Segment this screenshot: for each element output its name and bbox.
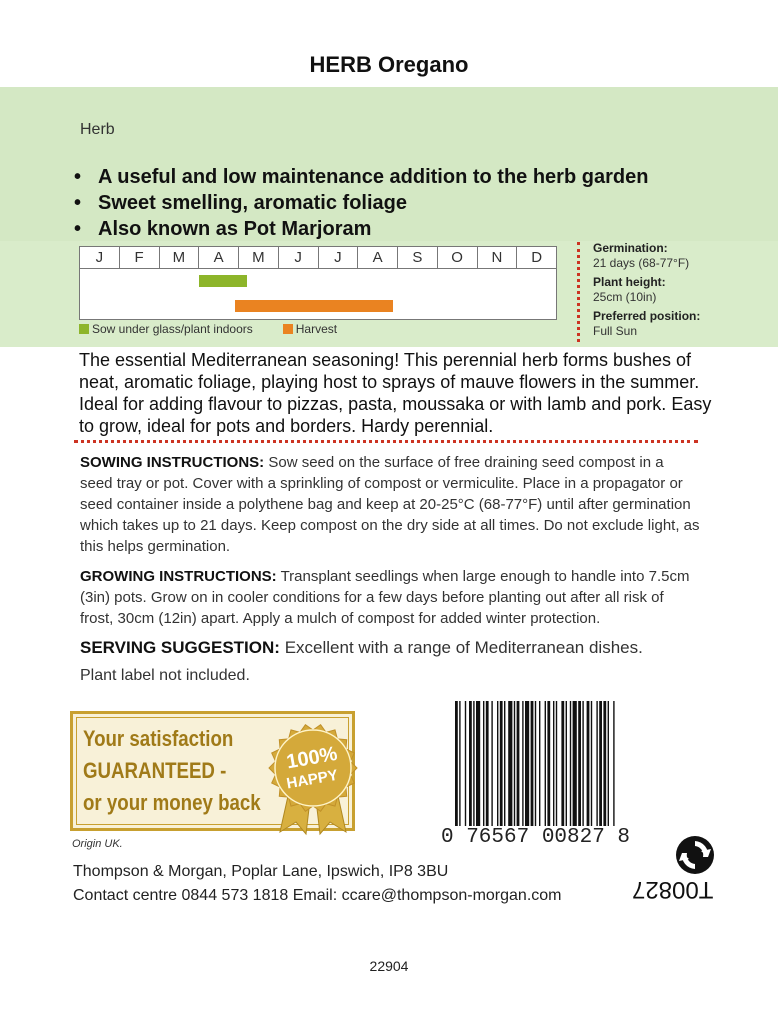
barcode-bar xyxy=(556,701,557,826)
guarantee-line-1: Your satisfaction xyxy=(83,726,234,751)
barcode-bar xyxy=(497,701,498,826)
month-label: A xyxy=(198,247,238,268)
legend-sow xyxy=(79,322,253,336)
calendar-legend xyxy=(79,322,367,336)
legend-harvest-label: Harvest xyxy=(295,322,338,336)
month-label: M xyxy=(159,247,199,268)
month-label: F xyxy=(119,247,159,268)
growing-instructions xyxy=(80,566,700,629)
barcode-bar xyxy=(508,701,512,826)
sowing-instructions xyxy=(80,452,700,557)
barcode-bar xyxy=(603,701,606,826)
barcode-bar xyxy=(587,701,590,826)
harvest-swatch xyxy=(283,324,293,334)
position-label: Preferred position: xyxy=(593,309,701,323)
bullet-item xyxy=(74,190,648,216)
barcode-icon xyxy=(445,701,665,826)
barcode-bar xyxy=(591,701,592,826)
barcode-bar xyxy=(578,701,581,826)
guarantee-line-2: GUARANTEED - xyxy=(83,758,227,783)
month-label: O xyxy=(437,247,477,268)
serving-suggestion xyxy=(80,637,700,658)
barcode-bar xyxy=(491,701,492,826)
barcode-bar xyxy=(473,701,474,826)
barcode-bar xyxy=(608,701,609,826)
sowing-heading: SOWING INSTRUCTIONS: xyxy=(80,454,265,471)
barcode-bar xyxy=(573,701,577,826)
guarantee-line-3: or your money back xyxy=(83,790,261,815)
dotted-divider-horizontal xyxy=(74,440,698,443)
barcode-bar xyxy=(561,701,564,826)
seal-happy: HAPPY xyxy=(285,766,340,793)
month-label: D xyxy=(516,247,556,268)
barcode-bar xyxy=(459,701,460,826)
height-label: Plant height: xyxy=(593,275,666,289)
serving-heading: SERVING SUGGESTION: xyxy=(80,638,280,657)
serving-text: Excellent with a range of Mediterranean dishes. xyxy=(284,638,643,657)
product-code: T00827 xyxy=(632,876,714,903)
germination-label: Germination: xyxy=(593,241,668,255)
sowing-text: Sow seed on the surface of free draining seed compost in a seed tray or pot. Cover with a sprinkling of compost or vermiculite. Place in a propagator or seed container inside a polythene bag and keep at 20-25°C (68-77°F) until after germination which takes up to 21 days. Keep compost on the dry side at all times. Do not exclude light, as this helps germination. xyxy=(80,454,700,555)
month-label: J xyxy=(95,249,104,266)
barcode-bar xyxy=(483,701,484,826)
barcode-bar xyxy=(504,701,505,826)
growing-heading: GROWING INSTRUCTIONS: xyxy=(80,568,277,585)
label-note: Plant label not included. xyxy=(80,667,250,684)
barcode-bar xyxy=(570,701,571,826)
barcode-bar xyxy=(455,701,458,826)
bullet-text: A useful and low maintenance addition to the herb garden xyxy=(98,166,649,188)
contact-line: Contact centre 0844 573 1818 Email: ccare@thompson-morgan.com xyxy=(73,887,562,904)
germination-value: 21 days (68-77°F) xyxy=(593,256,690,270)
sowing-calendar xyxy=(79,246,557,320)
bullet-dot: • xyxy=(74,218,82,240)
month-label: J xyxy=(318,247,358,268)
height-value: 25cm (10in) xyxy=(593,290,657,304)
bullet-text: Also known as Pot Marjoram xyxy=(98,218,372,240)
legend-harvest xyxy=(283,322,337,336)
seal-percent: 100% xyxy=(284,742,340,774)
legend-sow-label: Sow under glass/plant indoors xyxy=(92,322,253,336)
page-title: HERB Oregano xyxy=(309,52,469,77)
sow-swatch xyxy=(79,324,89,334)
barcode-bar xyxy=(522,701,523,826)
sow-period-bar xyxy=(199,275,247,287)
barcode-bar xyxy=(476,701,480,826)
recycle-icon xyxy=(675,835,715,875)
origin-label: Origin UK. xyxy=(72,838,123,850)
bullet-dot: • xyxy=(74,166,82,188)
calendar-months xyxy=(80,247,556,269)
barcode-bar xyxy=(517,701,520,826)
product-description: The essential Mediterranean seasoning! This perennial herb forms bushes of neat, aromatic foliage, playing host to sprays of mauve flowers in the summer. Ideal for adding flavour to pizzas, pasta, moussaka or with lamb and pork. Easy to grow, ideal for pots and borders. Hardy perennial. xyxy=(79,350,712,436)
happy-seal-icon xyxy=(258,716,368,836)
company-contact xyxy=(73,860,562,908)
month-label: N xyxy=(477,247,517,268)
bullet-dot: • xyxy=(74,192,82,214)
barcode-bar xyxy=(500,701,503,826)
barcode-bar xyxy=(486,701,489,826)
bullet-item xyxy=(74,164,648,190)
feature-bullets xyxy=(74,164,648,242)
barcode-bar xyxy=(566,701,567,826)
month-label: S xyxy=(397,247,437,268)
month-label: J xyxy=(278,247,318,268)
barcode-bar xyxy=(539,701,540,826)
barcode-bar xyxy=(613,701,614,826)
harvest-period-bar xyxy=(235,300,394,312)
barcode-bar xyxy=(582,701,583,826)
barcode-bar xyxy=(599,701,602,826)
barcode-bar xyxy=(465,701,466,826)
barcode-bar xyxy=(469,701,472,826)
month-label: A xyxy=(357,247,397,268)
category-label: Herb xyxy=(80,121,115,138)
dotted-divider-vertical xyxy=(577,242,580,342)
company-address: Thompson & Morgan, Poplar Lane, Ipswich, IP8 3BU xyxy=(73,863,449,880)
bullet-item xyxy=(74,216,648,242)
barcode-bar xyxy=(535,701,536,826)
growing-text: Transplant seedlings when large enough to handle into 7.5cm (3in) pots. Grow on in cooler conditions for a few days before planting out after all risk of frost, 30cm (12in) apart. Apply a mulch of compost for added winter protection. xyxy=(80,568,690,627)
plant-facts xyxy=(593,241,773,343)
barcode-digits: 0 76567 00827 8 xyxy=(441,826,631,849)
barcode-bar xyxy=(553,701,554,826)
batch-number: 22904 xyxy=(369,958,409,974)
barcode-bar xyxy=(531,701,534,826)
month-label: M xyxy=(238,247,278,268)
barcode-bar xyxy=(525,701,529,826)
position-value: Full Sun xyxy=(593,324,638,338)
barcode-bar xyxy=(547,701,550,826)
barcode-bar xyxy=(514,701,515,826)
barcode-bar xyxy=(545,701,546,826)
bullet-text: Sweet smelling, aromatic foliage xyxy=(98,192,407,214)
barcode-bar xyxy=(596,701,597,826)
